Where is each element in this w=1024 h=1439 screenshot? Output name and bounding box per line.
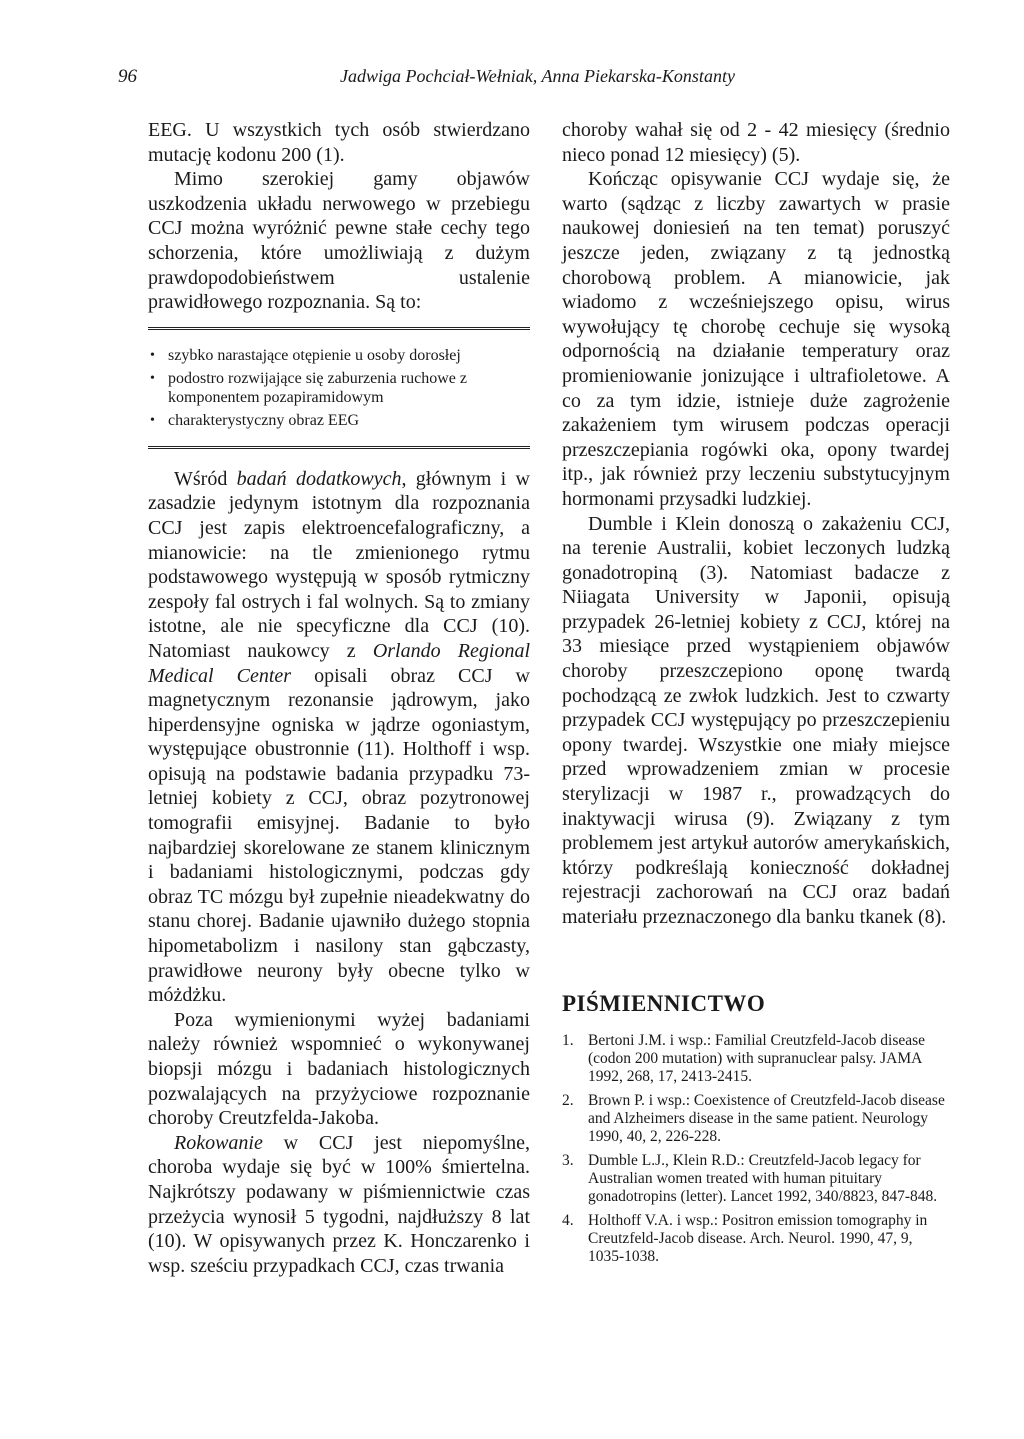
list-item-text: podostro rozwijające się zaburzenia ruchowe z komponentem pozapiramidowym [168,369,467,406]
text-run: opisali obraz CCJ w magnetycznym rezonansie jądrowym, jako hiperdensyjne ogniska w jądrze ogoniastym, występujące obustronnie (11). Holthoff i wsp. opisują na podstawie badania przypadku 73-letniej kobiety z CCJ, obraz pozytronowej tomografii emisyjnej. Badanie to było najbardziej skorelowane ze stanem klinicznym i badaniami histologicznymi, podczas gdy obraz TC mózgu był zupełnie nieadekwatny do stanu chorej. Badanie ujawniło dużego stopnia hipometabolizm i nasilony stan gąbczasty, prawidłowe neurony były obecne tylko w móżdżku. [148,664,530,1007]
paragraph-case-reports: Dumble i Klein donoszą o zakażeniu CCJ, na terenie Australii, kobiet leczonych ludzką gonadotropiną (3). Natomiast badacze z Niiagata University w Japonii, opisują przypadek 26-letniej kobiety z CCJ, której na 33 miesiące przed wystąpieniem objawów choroby przeszczepiono oponę twardą pochodzącą ze zwłok ludzkich. Jest to czwarty przypadek CCJ występujący po przeszczepieniu opony twardej. Wszystkie one miały miejsce przed wprowadzeniem zmian w procesie sterylizacji w 1987 r., prowadzących do inaktywacji wirusa (9). Związany z tym problemem jest artykuł autorów amerykańskich, którzy podkreślają konieczność dokładnej rejestracji zachorowań na CCJ oraz badań materiału przeznaczonego dla banku tkanek (8). [562,512,950,928]
text-run: Wśród [174,467,237,490]
reference-number: 3. [562,1152,574,1170]
list-item [148,411,530,430]
text-run: , głównym i w zasadzie jedynym istotnym dla rozpoznania CCJ jest zapis elektroencefalograficzny, a mianowicie: na tle zmienionego rytmu podstawowego występują w sposób rytmiczny zespoły fal ostrych i fal wolnych. Są to zmiany istotne, ale nie specyficzne dla CCJ (10). Natomiast naukowcy z [148,467,530,662]
references-list [562,1032,950,1266]
reference-number: 4. [562,1212,574,1230]
paragraph-virus-resistance: Kończąc opisywanie CCJ wydaje się, że warto (sądząc z liczby zawartych w prasie naukowej doniesień na ten temat) poruszyć jeszcze jeden, związany z tą jednostką chorobową problem. A mianowicie, jak wiadomo z wcześniejszego opisu, wirus wywołujący tę chorobę cechuje się wysoką odpornością na działanie temperatury oraz promieniowanie jonizujące i ultrafioletowe. A co za tym idzie, istnieje duże zagrożenie zakażeniem tym wirusem podczas operacji przeszczepiania rogówki oka, opony twardej itp., jak również przy leczeniu substytucyjnym hormonami przysadki ludzkiej. [562,168,950,510]
emphasis-rokowanie: Rokowanie [174,1131,263,1154]
bullet-icon: • [150,370,155,386]
emphasis-orlando-center: Orlando Regional Medical Center [148,639,530,687]
paragraph-duration: choroby wahał się od 2 - 42 miesięcy (średnio nieco ponad 12 miesięcy) (5). [562,119,950,166]
paragraph-features-intro: Mimo szerokiej gamy objawów uszkodzenia układu nerwowego w przebiegu CCJ można wyróżnić pewne stałe cechy tego schorzenia, które umożliwiają z dużym prawdopodobieństwem ustalenie prawidłowego rozpoznania. Są to: [148,168,530,314]
reference-item [562,1032,950,1086]
reference-item [562,1092,950,1146]
bullet-icon: • [150,412,155,428]
reference-item [562,1152,950,1206]
reference-text: Dumble L.J., Klein R.D.: Creutzfeld-Jacob legacy for Australian women treated with human pituitary gonadotropins (letter). Lancet 1992, 340/8823, 847-848. [588,1152,938,1206]
text-run: w CCJ jest niepomyślne, choroba wydaje się być w 100% śmiertelna. Najkrótszy podawany w piśmiennictwie czas przeżycia wynosił 5 tygodni, najdłuższy 8 lat (10). W opisywanych przez K. Honczarenko i wsp. sześciu przypadkach CCJ, czas trwania [148,1131,530,1277]
features-list [148,346,530,430]
running-header-authors: Jadwiga Pochciał-Wełniak, Anna Piekarska-Konstanty [340,66,735,86]
emphasis-badan-dodatkowych: badań dodatkowych [236,467,402,490]
bullet-icon: • [150,347,155,363]
references-heading: PIŚMIENNICTWO [562,990,766,1016]
list-item-text: szybko narastające otępienie u osoby dorosłej [168,346,461,364]
left-column [148,118,530,1278]
paragraph-diagnostics [148,467,530,1008]
list-item [148,369,530,407]
features-box [148,327,530,449]
reference-text: Bertoni J.M. i wsp.: Familial Creutzfeld-Jacob disease (codon 200 mutation) with supranuclear palsy. JAMA 1992, 268, 17, 2413-2415. [588,1032,926,1086]
reference-number: 1. [562,1032,574,1050]
list-item-text: charakterystyczny obraz EEG [168,411,360,429]
reference-text: Brown P. i wsp.: Coexistence of Creutzfeld-Jacob disease and Alzheimers disease in the same patient. Neurology 1990, 40, 2, 226-228. [588,1092,945,1146]
page-number: 96 [118,66,137,87]
reference-item [562,1212,950,1266]
paragraph-eeg: EEG. U wszystkich tych osób stwierdzano mutację kodonu 200 (1). [148,119,530,166]
list-item [148,346,530,365]
reference-number: 2. [562,1092,574,1110]
reference-text: Holthoff V.A. i wsp.: Positron emission tomography in Creutzfeld-Jacob disease. Arch. Neurol. 1990, 47, 9, 1035-1038. [588,1212,928,1266]
right-column [562,118,950,1272]
paragraph-biopsy: Poza wymienionymi wyżej badaniami należy również wspomnieć o wykonywanej biopsji mózgu i badaniach histologicznych pozwalających na przyżyciowe rozpoznanie choroby Creutzfelda-Jakoba. [148,1008,530,1130]
paragraph-prognosis [148,1131,530,1279]
